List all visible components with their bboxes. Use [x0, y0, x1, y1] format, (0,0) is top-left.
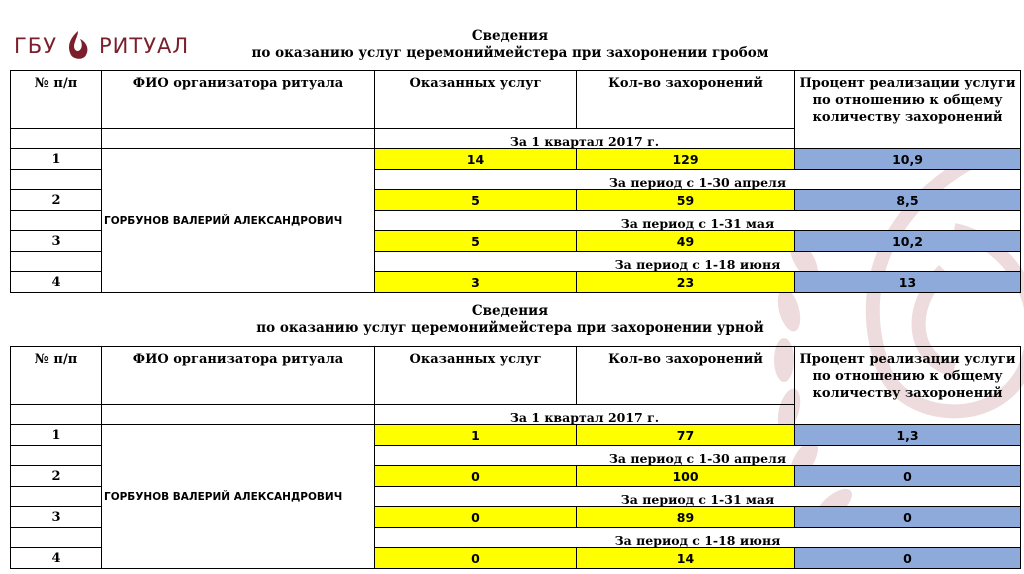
brand-name-right: РИТУАЛ	[99, 34, 190, 58]
burials-value: 89	[577, 507, 795, 528]
services-value: 5	[375, 190, 577, 211]
row-number: 2	[11, 190, 102, 211]
organizer-name: ГОРБУНОВ ВАЛЕРИЙ АЛЕКСАНДРОВИЧ	[102, 149, 375, 293]
column-header-burials: Кол-во захоронений	[577, 347, 795, 405]
services-value: 0	[375, 548, 577, 569]
table-header-row	[11, 71, 1021, 129]
burials-value: 100	[577, 466, 795, 487]
section-subtitle: по оказанию услуг церемониймейстера при захоронении урной	[256, 320, 764, 336]
period-label: За период с 1-18 июня	[375, 252, 1021, 272]
services-value: 0	[375, 507, 577, 528]
percent-value: 10,9	[795, 149, 1021, 170]
column-header-organizer: ФИО организатора ритуала	[102, 71, 375, 129]
services-value: 5	[375, 231, 577, 252]
column-header-services: Оказанных услуг	[375, 347, 577, 405]
row-number: 1	[11, 425, 102, 446]
percent-value: 0	[795, 466, 1021, 487]
burials-value: 59	[577, 190, 795, 211]
flame-emblem-icon	[61, 29, 95, 63]
column-header-number: № п/п	[11, 71, 102, 129]
percent-value: 10,2	[795, 231, 1021, 252]
burials-value: 14	[577, 548, 795, 569]
row-number: 4	[11, 548, 102, 569]
section-heading	[200, 303, 820, 337]
burials-value: 77	[577, 425, 795, 446]
table-row	[11, 149, 1021, 170]
period-label: За период с 1-18 июня	[375, 528, 1021, 548]
column-header-burials: Кол-во захоронений	[577, 71, 795, 129]
services-value: 1	[375, 425, 577, 446]
period-label: За период с 1-31 мая	[375, 211, 1021, 231]
row-number: 3	[11, 231, 102, 252]
percent-value: 1,3	[795, 425, 1021, 446]
burials-value: 49	[577, 231, 795, 252]
services-value: 0	[375, 466, 577, 487]
period-label: За период с 1-31 мая	[375, 487, 1021, 507]
column-header-number: № п/п	[11, 347, 102, 405]
section-subtitle: по оказанию услуг церемониймейстера при захоронении гробом	[251, 45, 769, 61]
table-row	[11, 425, 1021, 446]
row-number: 1	[11, 149, 102, 170]
period-label: За период с 1-30 апреля	[375, 170, 1021, 190]
table-header-row	[11, 347, 1021, 405]
section-heading	[200, 28, 820, 62]
services-value: 14	[375, 149, 577, 170]
period-label: За 1 квартал 2017 г.	[375, 129, 795, 149]
percent-value: 13	[795, 272, 1021, 293]
organizer-name: ГОРБУНОВ ВАЛЕРИЙ АЛЕКСАНДРОВИЧ	[102, 425, 375, 569]
row-number: 2	[11, 466, 102, 487]
burials-value: 23	[577, 272, 795, 293]
row-number: 4	[11, 272, 102, 293]
column-header-percent: Процент реализации услуги по отношению к общему количеству захоронений	[795, 347, 1021, 425]
percent-value: 0	[795, 548, 1021, 569]
period-label: За период с 1-30 апреля	[375, 446, 1021, 466]
section-title: Сведения	[471, 303, 549, 319]
urn-burial-services-table	[10, 346, 1021, 569]
brand-logo	[14, 28, 189, 64]
brand-name-left: ГБУ	[14, 34, 58, 58]
column-header-organizer: ФИО организатора ритуала	[102, 347, 375, 405]
period-label: За 1 квартал 2017 г.	[375, 405, 795, 425]
coffin-burial-services-table	[10, 70, 1021, 293]
percent-value: 0	[795, 507, 1021, 528]
row-number: 3	[11, 507, 102, 528]
column-header-percent: Процент реализации услуги по отношению к общему количеству захоронений	[795, 71, 1021, 149]
section-title: Сведения	[471, 28, 549, 44]
column-header-services: Оказанных услуг	[375, 71, 577, 129]
burials-value: 129	[577, 149, 795, 170]
percent-value: 8,5	[795, 190, 1021, 211]
services-value: 3	[375, 272, 577, 293]
